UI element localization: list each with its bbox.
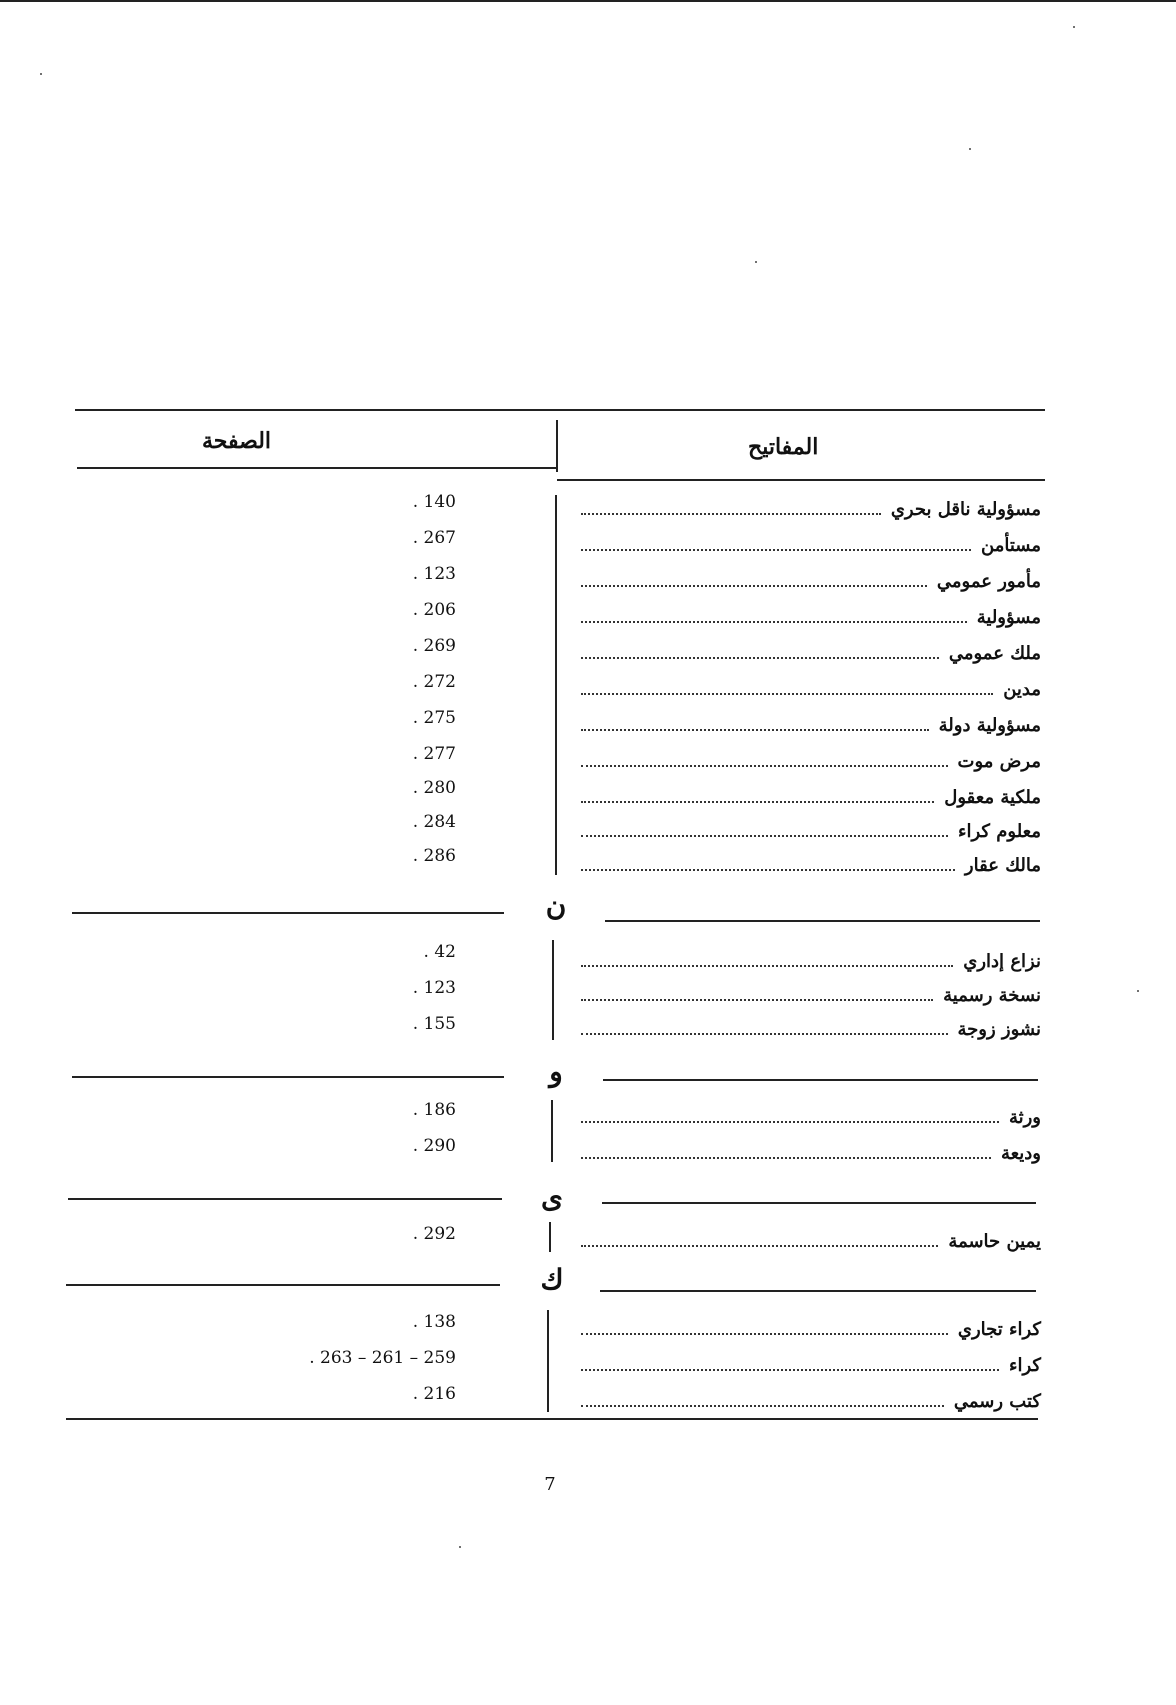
index-entry: كتب رسمي [581, 1386, 1041, 1412]
scan-speck [40, 73, 42, 75]
scan-edge [0, 0, 1176, 2]
scan-speck [1137, 990, 1139, 992]
page-ref: . 123 [412, 978, 456, 998]
index-entry: ملكية معقول [581, 782, 1041, 808]
scan-speck [969, 148, 971, 150]
index-entry: معلوم كراء [581, 816, 1041, 842]
index-entry: كراء تجاري [581, 1314, 1041, 1340]
section-letter: ى [541, 1181, 563, 1214]
page-ref: . 277 [412, 744, 456, 764]
letter-rule-right [603, 1079, 1038, 1081]
section-letter: و [549, 1055, 563, 1088]
index-entry: مسؤولية [581, 602, 1041, 628]
index-entry: ورثة [581, 1102, 1041, 1128]
header-bottom-rule-right [557, 479, 1045, 481]
header-bottom-rule-left [77, 467, 557, 469]
table-top-rule [75, 409, 1045, 411]
page-ref: . 263 – 261 – 259 [309, 1348, 456, 1368]
index-entry: ملك عمومي [581, 638, 1041, 664]
page-number: 7 [544, 1474, 556, 1495]
header-divider [556, 420, 558, 472]
scan-speck [459, 1546, 461, 1548]
column-divider [549, 1222, 551, 1252]
page-ref: . 206 [412, 600, 456, 620]
letter-rule-left [68, 1198, 502, 1200]
page-ref: . 267 [412, 528, 456, 548]
page-ref: . 42 [423, 942, 456, 962]
index-entry: مأمور عمومي [581, 566, 1041, 592]
index-entry: وديعة [581, 1138, 1041, 1164]
index-entry: كراء [581, 1350, 1041, 1376]
section-letter: ن [545, 889, 567, 922]
section-letter: ك [540, 1263, 564, 1296]
index-entry: مدين [581, 674, 1041, 700]
page-ref: . 284 [412, 812, 456, 832]
column-divider [547, 1310, 549, 1412]
scan-speck [755, 261, 757, 263]
page-ref: . 272 [412, 672, 456, 692]
index-entry: مستأمن [581, 530, 1041, 556]
page-ref: . 123 [412, 564, 456, 584]
page-ref: . 280 [412, 778, 456, 798]
letter-rule-right [605, 920, 1040, 922]
scan-speck [1073, 26, 1075, 28]
page-ref: . 286 [412, 846, 456, 866]
index-entry: مسؤولية دولة [581, 710, 1041, 736]
table-bottom-rule [66, 1418, 1038, 1420]
page-ref: . 292 [412, 1224, 456, 1244]
letter-rule-left [72, 912, 504, 914]
column-divider [555, 495, 557, 875]
page-ref: . 290 [412, 1136, 456, 1156]
page-ref: . 269 [412, 636, 456, 656]
index-entry: مسؤولية ناقل بحري [581, 494, 1041, 520]
column-divider [552, 940, 554, 1040]
page-ref: . 140 [412, 492, 456, 512]
index-entry: نشوز زوجة [581, 1014, 1041, 1040]
index-entry: نسخة رسمية [581, 980, 1041, 1006]
letter-rule-right [602, 1202, 1036, 1204]
keys-header: المفاتيح [748, 434, 819, 460]
page-ref: . 138 [412, 1312, 456, 1332]
index-entry: مرض موت [581, 746, 1041, 772]
page-ref: . 155 [412, 1014, 456, 1034]
letter-rule-left [72, 1076, 504, 1078]
page-ref: . 216 [412, 1384, 456, 1404]
page-ref: . 186 [412, 1100, 456, 1120]
index-entry: نزاع إداري [581, 946, 1041, 972]
letter-rule-left [66, 1284, 500, 1286]
column-divider [551, 1100, 553, 1162]
page-header: الصفحة [202, 428, 272, 454]
index-entry: يمين حاسمة [581, 1226, 1041, 1252]
index-entry: مالك عقار [581, 850, 1041, 876]
letter-rule-right [600, 1290, 1036, 1292]
page-ref: . 275 [412, 708, 456, 728]
